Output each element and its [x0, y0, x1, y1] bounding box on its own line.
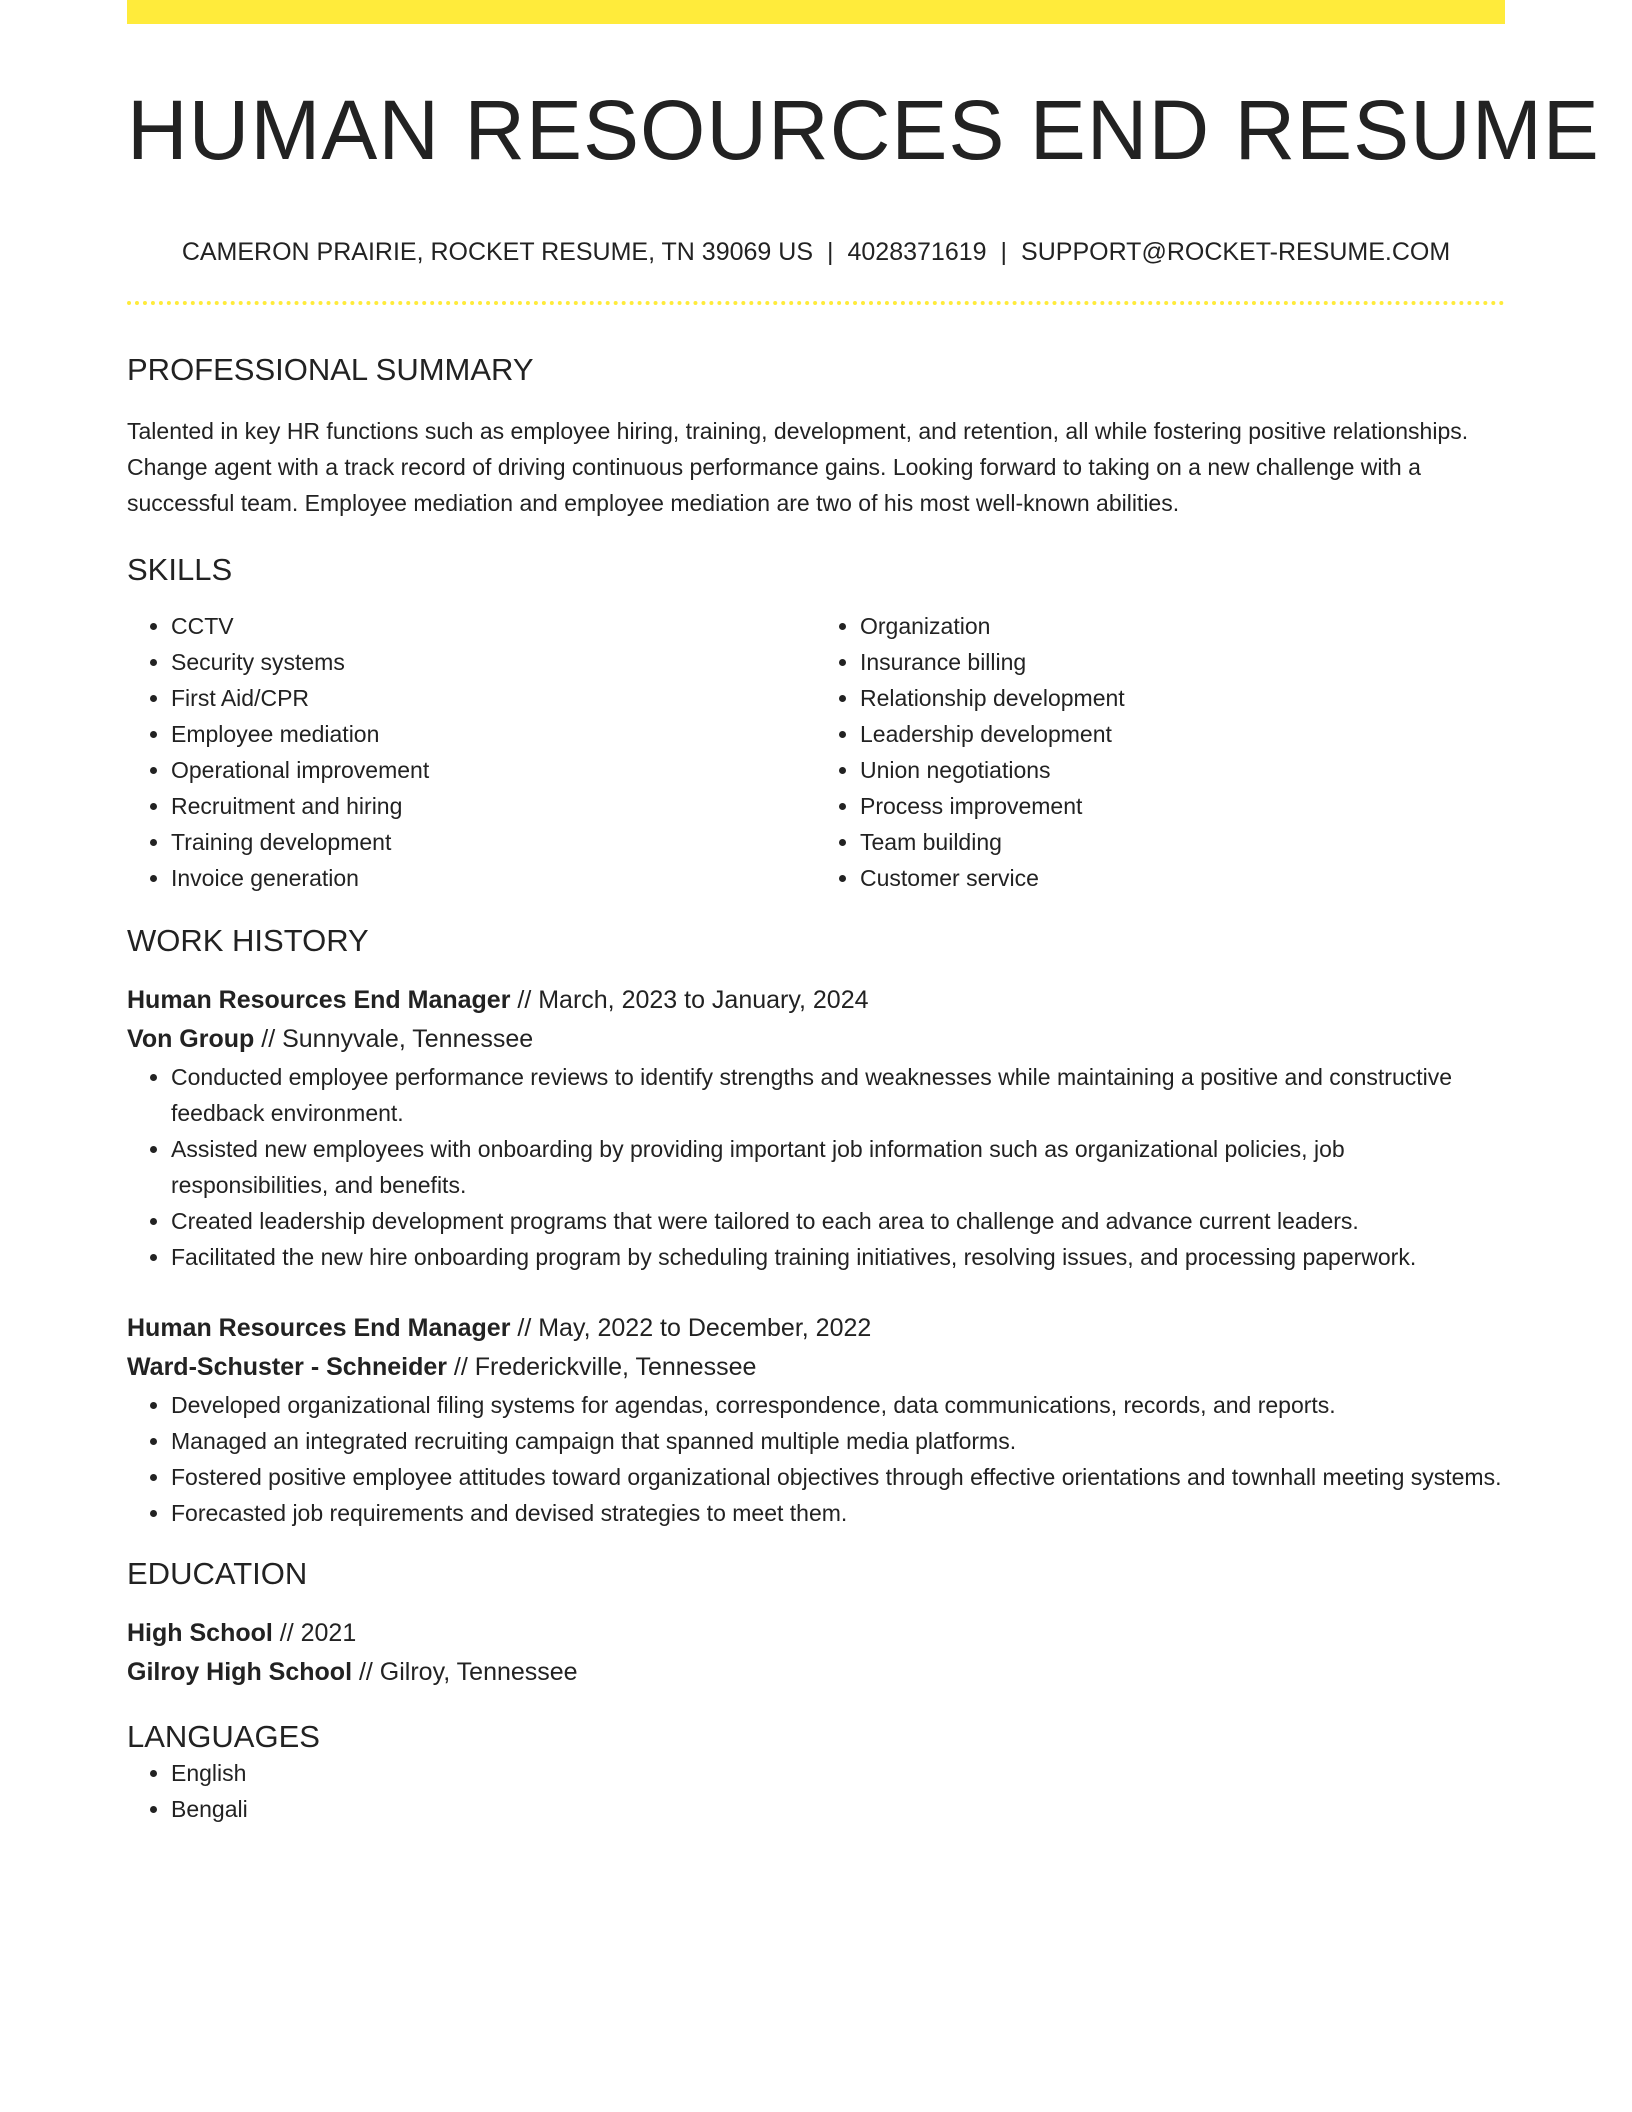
job-bullet-list: [127, 1387, 1505, 1531]
job-location: // Frederickville, Tennessee: [446, 1352, 757, 1381]
language-list: [127, 1755, 1505, 1827]
skills-grid: [127, 608, 1505, 896]
education-location: // Gilroy, Tennessee: [352, 1658, 578, 1687]
job-entry: [127, 1309, 1505, 1531]
education-year: // 2021: [272, 1619, 357, 1648]
job-bullet: • Forecasted job requirements and devised strategies to meet them.: [171, 1495, 1505, 1531]
job-title: Human Resources End Manager: [127, 985, 511, 1014]
job-entry: [127, 981, 1505, 1275]
job-bullet: • Fostered positive employee attitudes toward organizational objectives through effective orientations and townhall meeting systems.: [171, 1459, 1505, 1495]
work-history-section: [127, 922, 1505, 1531]
job-dates: // March, 2023 to January, 2024: [510, 985, 869, 1014]
job-bullet: • Managed an integrated recruiting campaign that spanned multiple media platforms.: [171, 1423, 1505, 1459]
resume-page: [127, 0, 1600, 1827]
skills-section: [127, 551, 1505, 896]
job-dates: // May, 2022 to December, 2022: [510, 1313, 872, 1342]
section-heading-summary: PROFESSIONAL SUMMARY: [127, 352, 534, 388]
skill-item: • Insurance billing: [860, 644, 1505, 680]
skill-item: • Relationship development: [860, 680, 1505, 716]
job-company: Ward-Schuster - Schneider: [127, 1352, 447, 1381]
section-heading-skills: SKILLS: [127, 551, 233, 587]
skill-item: • Invoice generation: [171, 860, 816, 896]
education-school: Gilroy High School: [127, 1658, 353, 1687]
language-item: • English: [171, 1755, 1505, 1791]
job-bullet: • Developed organizational filing systems for agendas, correspondence, data communications, records, and reports.: [171, 1387, 1505, 1423]
dotted-divider: [127, 301, 1505, 305]
job-bullet: • Assisted new employees with onboarding by providing important job information such as organizational policies, job responsibilities, and benefits.: [171, 1131, 1505, 1203]
job-bullet: • Conducted employee performance reviews to identify strengths and weaknesses while maintaining a positive and constructive feedback environment.: [171, 1059, 1505, 1131]
resume-title: HUMAN RESOURCES END RESUME: [127, 83, 1600, 177]
languages-section: [127, 1718, 1505, 1827]
job-bullet: • Facilitated the new hire onboarding program by scheduling training initiatives, resolving issues, and processing paperwork.: [171, 1239, 1505, 1275]
skill-item: • Recruitment and hiring: [171, 788, 816, 824]
professional-summary-section: [127, 351, 1505, 520]
skills-column-left: [127, 608, 816, 896]
skill-item: • CCTV: [171, 608, 816, 644]
job-title: Human Resources End Manager: [127, 1313, 511, 1342]
top-accent-bar: [127, 0, 1505, 24]
job-title-line: [127, 981, 1505, 1020]
skill-item: • Organization: [860, 608, 1505, 644]
summary-text: Talented in key HR functions such as employee hiring, training, development, and retention, all while fostering positive relationships. Change agent with a track record of driving continuous performance gains. Looking forward to taking on a new challenge with a successful team. Employee mediation and employee mediation are two of his most well-known abilities.: [127, 417, 1469, 516]
skill-item: • Leadership development: [860, 716, 1505, 752]
skill-item: • Employee mediation: [171, 716, 816, 752]
section-heading-education: EDUCATION: [127, 1555, 308, 1591]
skill-item: • Team building: [860, 824, 1505, 860]
job-company-line: [127, 1348, 1505, 1387]
contact-separator: |: [827, 238, 834, 267]
contact-address: CAMERON PRAIRIE, ROCKET RESUME, TN 39069 US: [181, 238, 813, 267]
skills-column-right: [816, 608, 1505, 896]
skill-item: • Process improvement: [860, 788, 1505, 824]
job-title-line: [127, 1309, 1505, 1348]
job-company-line: [127, 1020, 1505, 1059]
education-entry: [127, 1614, 1505, 1692]
skill-item: • Training development: [171, 824, 816, 860]
education-degree: High School: [127, 1619, 273, 1648]
education-school-line: [127, 1653, 1505, 1692]
skill-item: • First Aid/CPR: [171, 680, 816, 716]
contact-line: [127, 238, 1505, 267]
job-bullet-list: [127, 1059, 1505, 1275]
job-location: // Sunnyvale, Tennessee: [254, 1024, 534, 1053]
skill-item: • Operational improvement: [171, 752, 816, 788]
contact-email: SUPPORT@ROCKET-RESUME.COM: [1021, 238, 1451, 267]
section-heading-languages: LANGUAGES: [127, 1719, 320, 1755]
job-bullet: • Created leadership development programs that were tailored to each area to challenge and advance current leaders.: [171, 1203, 1505, 1239]
education-section: [127, 1555, 1505, 1692]
skill-item: • Customer service: [860, 860, 1505, 896]
contact-phone: 4028371619: [847, 238, 987, 267]
skill-item: • Security systems: [171, 644, 816, 680]
job-company: Von Group: [127, 1024, 255, 1053]
education-degree-line: [127, 1614, 1505, 1653]
language-item: • Bengali: [171, 1791, 1505, 1827]
section-heading-work-history: WORK HISTORY: [127, 922, 369, 958]
skill-item: • Union negotiations: [860, 752, 1505, 788]
contact-separator: |: [1000, 238, 1008, 267]
